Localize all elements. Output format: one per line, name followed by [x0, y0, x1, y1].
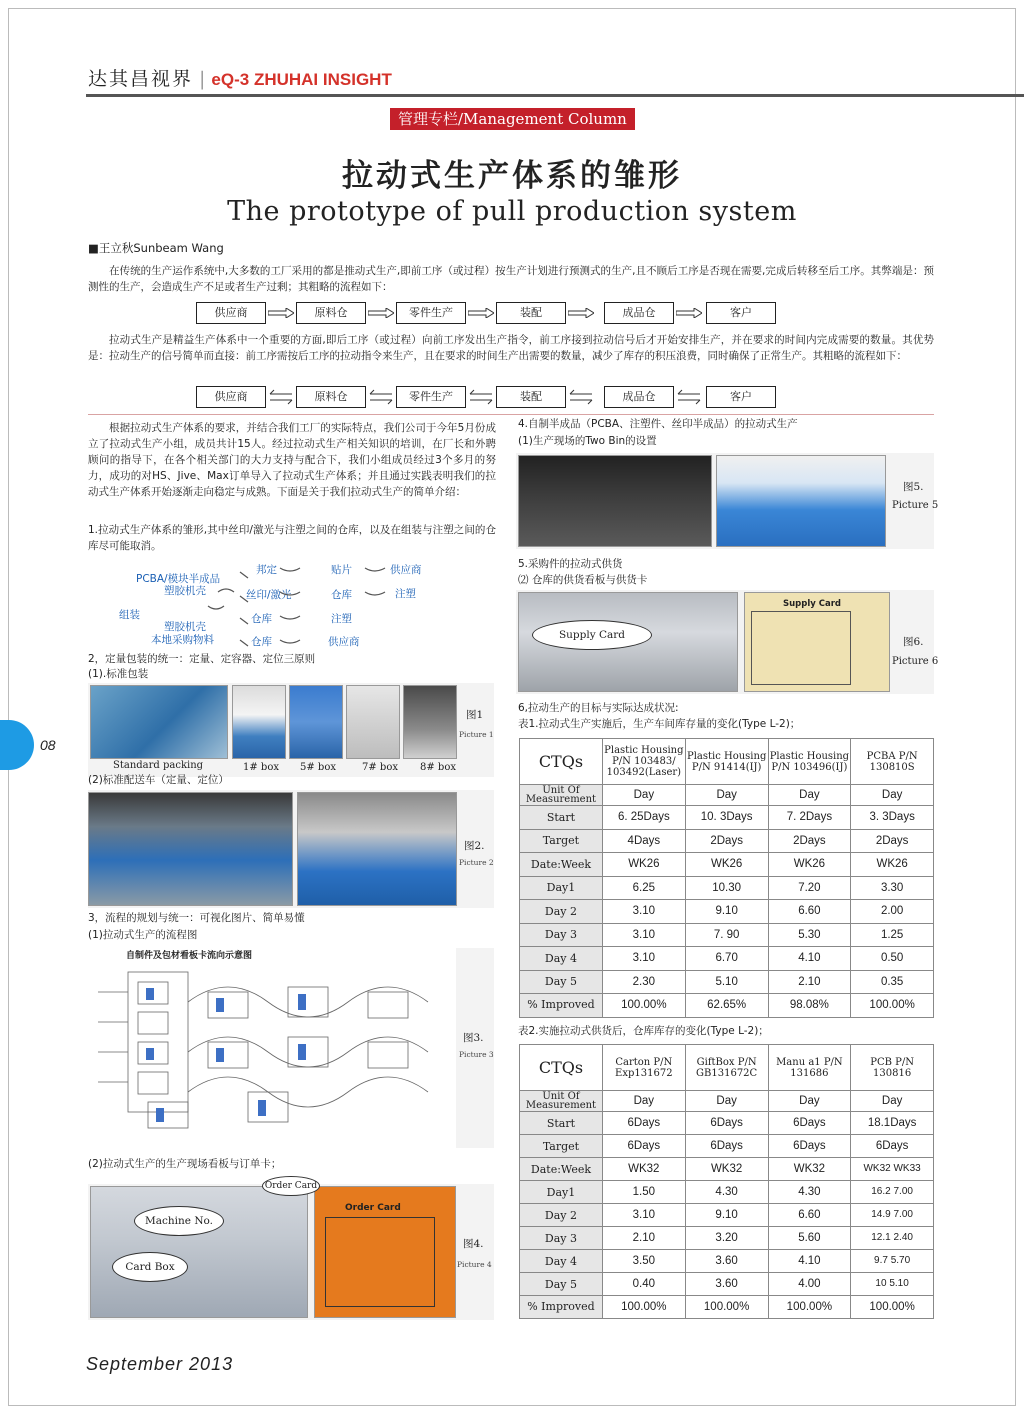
table-2-title: 表2.实施拉动式供货后，仓库库存的变化(Type L-2)； [518, 1025, 769, 1037]
section-2-2-heading: (2)标准配送车（定量、定位） [88, 774, 229, 786]
table-cell: 2Days [851, 829, 934, 853]
page-number: 08 [40, 737, 56, 753]
arrow-right-icon [268, 308, 294, 318]
article-title-cn: 拉动式生产体系的雏形 [342, 158, 682, 194]
table-cell: 100.00% [851, 994, 934, 1018]
table-row [520, 1273, 934, 1296]
row-label: Target [520, 829, 603, 853]
table-row [520, 994, 934, 1018]
table-row [520, 1181, 934, 1204]
table-column-header: Manu a1 P/N 131686 [768, 1045, 851, 1091]
table-cell: WK32 [685, 1158, 768, 1181]
intro-paragraph-2: 拉动式生产是精益生产体系中一个重要的方面,即后工序（或过程）向前工序发出生产指令，前工序接到拉动信号后才开始安排生产，并在要求的时间内完成需要的数量。其优势是：拉动生产的信号简单而直接：前工序需按后工序的拉动指令来生产，且在要求的时间生产出需要的数量，减少了库存的积压浪费，同时确保了正常生产。其粗略的流程如下： [88, 334, 934, 362]
picture-6-caption-en: Picture 6 [892, 656, 939, 667]
table-cell: WK26 [768, 853, 851, 877]
picture-2-caption: 图2. [464, 840, 485, 852]
arrow-right-icon [468, 308, 494, 318]
column-tag: 管理专栏/Management Column [390, 108, 635, 130]
flow-box-customer: 客户 [706, 302, 776, 324]
table-cell: 100.00% [685, 1296, 768, 1319]
picture-3-title: 自制件及包材看板卡流向示意图 [126, 951, 253, 961]
magazine-name-cn: 达其昌视界 [88, 68, 194, 90]
table-row [520, 947, 934, 971]
picture-1-label: 1# box [243, 762, 279, 773]
table-row [520, 1250, 934, 1273]
table-cell: Day [685, 785, 768, 806]
picture-1-label: 7# box [362, 762, 398, 773]
push-flow [196, 302, 756, 324]
table-cell: WK32 [768, 1158, 851, 1181]
table-cell: 3.10 [602, 947, 685, 971]
picture-4-kanban-board [90, 1186, 308, 1318]
table-cell: Day [768, 785, 851, 806]
picture-1-box-5 [289, 685, 343, 759]
table-cell: 100.00% [602, 1296, 685, 1319]
row-label: Start [520, 806, 603, 830]
masthead [88, 64, 392, 91]
bubble-machine-no: Machine No. [134, 1206, 224, 1236]
row-label: Day 3 [520, 923, 603, 947]
table-row [520, 970, 934, 994]
table-row [520, 900, 934, 924]
table-row [520, 1296, 934, 1319]
row-label: Unit Of Measurement [520, 1091, 603, 1112]
table-cell: 62.65% [685, 994, 768, 1018]
table-header-ctq: CTQs [520, 1045, 603, 1091]
section-3-1-heading: (1)拉动式生产的流程图 [88, 929, 198, 941]
table-cell: 6Days [602, 1112, 685, 1135]
table-cell: 3.10 [602, 900, 685, 924]
picture-5-two-bin-blue [716, 455, 886, 547]
table-cell: 4.30 [768, 1181, 851, 1204]
row-label: Date:Week [520, 1158, 603, 1181]
intro-paragraph-1: 在传统的生产运作系统中,大多数的工厂采用的都是推动式生产,即前工序（或过程）按生产计划进行预测式的生产,且不顾后工序是否现在需要,完成后转移至后工序。其弊端是：预测性的生产，会造成生产不足或者生产过剩；其粗略的流程如下： [88, 265, 934, 293]
table-column-header: Plastic Housing P/N 103496(IJ) [768, 739, 851, 785]
bidirectional-arrow-icon [468, 388, 494, 406]
table-cell: 6Days [685, 1135, 768, 1158]
picture-2-delivery-cart [297, 792, 457, 906]
picture-1-box-7 [346, 685, 400, 759]
diagram-label: 贴片 [331, 564, 352, 576]
table-cell: WK26 [602, 853, 685, 877]
flow-box-customer: 客户 [706, 386, 776, 408]
section-4-heading: 4.自制半成品（PCBA、注塑件、丝印半成品）的拉动式生产 [518, 418, 798, 430]
row-label: Day 5 [520, 970, 603, 994]
table-cell: 3.50 [602, 1250, 685, 1273]
table-cell: 6.70 [685, 947, 768, 971]
picture-5-caption: 图5. [903, 481, 924, 493]
section-2-1-heading: (1).标准包装 [88, 668, 149, 680]
table-1-title: 表1.拉动式生产实施后，生产车间库存量的变化(Type L-2)； [518, 718, 801, 730]
table-cell: 6Days [851, 1135, 934, 1158]
header-rule [86, 94, 1024, 97]
table-cell: WK32 WK33 [851, 1158, 934, 1181]
section-5-heading: 5.采购件的拉动式供货 [518, 558, 623, 570]
table-cell: 9.10 [685, 1204, 768, 1227]
diagram-label: 供应商 [328, 636, 360, 648]
table-cell: 10.30 [685, 876, 768, 900]
magazine-name-en: eQ-3 ZHUHAI INSIGHT [211, 70, 392, 89]
table-cell: 4.00 [768, 1273, 851, 1296]
table-cell: 3.60 [685, 1250, 768, 1273]
picture-2-delivery-cart-line [88, 792, 293, 906]
table-cell: 3.10 [602, 923, 685, 947]
diagram-label: 丝印/激光 [246, 589, 292, 601]
table-row [520, 829, 934, 853]
table-cell: 4.10 [768, 1250, 851, 1273]
table-cell: 5.10 [685, 970, 768, 994]
row-label: Day 4 [520, 947, 603, 971]
table-cell: 3.20 [685, 1227, 768, 1250]
arrow-right-icon [676, 308, 702, 318]
flow-box-assembly: 装配 [496, 386, 566, 408]
table-cell: 7.20 [768, 876, 851, 900]
diagram-arrows [180, 560, 420, 650]
table-column-header: Plastic Housing P/N 91414(IJ) [685, 739, 768, 785]
left-paragraph-1: 根据拉动式生产体系的要求，并结合我们工厂的实际特点，我们公司于今年5月份成立了拉动式生产小组，成员共计15人。经过拉动式生产相关知识的培训，在厂长和外聘顾问的指导下，在各个相关部门的大力支持与配合下，我们小组成员经过3个多月的努力，成功的对HS、Jive、Max订单导入了拉动式生产体系；并且通过实践表明我们的拉动式生产体系开始逐渐走向稳定与成熟。下面是关于我们拉动式生产的简单介绍： [88, 422, 496, 498]
supply-card-title: Supply Card [783, 599, 842, 609]
diagram-label: 注塑 [395, 588, 416, 600]
picture-5-two-bin-black [518, 455, 712, 547]
table-column-header: PCB P/N 130816 [851, 1045, 934, 1091]
table-column-header: GiftBox P/N GB131672C [685, 1045, 768, 1091]
bidirectional-arrow-icon [568, 388, 594, 406]
table-cell: Day [685, 1091, 768, 1112]
table-cell: 16.2 7.00 [851, 1181, 934, 1204]
section-5-1-heading: ⑵ 仓库的供货看板与供货卡 [518, 574, 648, 586]
table-cell: 2.10 [768, 970, 851, 994]
picture-3-caption-en: Picture 3 [459, 1050, 494, 1059]
diagram-label: 注塑 [331, 613, 352, 625]
table-header-ctq: CTQs [520, 739, 603, 785]
table-row [520, 1158, 934, 1181]
diagram-label: 仓库 [251, 636, 272, 648]
flow-box-finished-goods: 成品仓 [604, 386, 674, 408]
table-cell: 2Days [768, 829, 851, 853]
row-label: Target [520, 1135, 603, 1158]
footer-date: September 2013 [86, 1354, 234, 1374]
section-3-2-heading: (2)拉动式生产的生产现场看板与订单卡； [88, 1158, 282, 1170]
table-cell: 98.08% [768, 994, 851, 1018]
picture-1-caption-en: Picture 1 [459, 730, 494, 739]
section-3-heading: 3，流程的规划与统一：可视化图片、简单易懂 [88, 912, 305, 924]
row-label: Day1 [520, 1181, 603, 1204]
bubble-order-card: Order Card [262, 1176, 320, 1196]
row-label: Day 2 [520, 1204, 603, 1227]
article-title-en: The prototype of pull production system [227, 196, 797, 227]
diagram-label: 供应商 [390, 564, 422, 576]
table-2-warehouse [519, 1044, 934, 1319]
table-cell: 1.50 [602, 1181, 685, 1204]
table-cell: 100.00% [851, 1296, 934, 1319]
table-1-inventory [519, 738, 934, 1018]
table-cell: 5.60 [768, 1227, 851, 1250]
picture-3-caption: 图3. [463, 1032, 484, 1044]
table-row [520, 785, 934, 806]
picture-3-caption-panel [456, 948, 494, 1148]
diagram-label: 邦定 [256, 564, 277, 576]
author-line: ■王立秋Sunbeam Wang [88, 241, 224, 255]
diagram-label: 塑胶机壳 [164, 585, 206, 597]
table-cell: Day [602, 1091, 685, 1112]
table-cell: 0.50 [851, 947, 934, 971]
diagram-label: 仓库 [251, 613, 272, 625]
table-column-header: Carton P/N Exp131672 [602, 1045, 685, 1091]
table-cell: 6.60 [768, 900, 851, 924]
table-cell: 6Days [768, 1135, 851, 1158]
arrow-right-icon [368, 308, 394, 318]
table-row [520, 1204, 934, 1227]
table-row [520, 1135, 934, 1158]
picture-1-label: 5# box [300, 762, 336, 773]
masthead-separator: | [199, 68, 206, 90]
table-cell: 6Days [685, 1112, 768, 1135]
flow-box-supplier: 供应商 [196, 302, 266, 324]
table-cell: 6.60 [768, 1204, 851, 1227]
picture-4-caption: 图4. [463, 1238, 484, 1250]
row-label: Day 4 [520, 1250, 603, 1273]
section-6-heading: 6,拉动生产的目标与实际达成状况: [518, 702, 679, 714]
picture-2-caption-en: Picture 2 [459, 858, 494, 867]
table-row [520, 876, 934, 900]
row-label: Unit Of Measurement [520, 785, 603, 806]
picture-1-label: 8# box [420, 762, 456, 773]
table-cell: 6Days [768, 1112, 851, 1135]
bidirectional-arrow-icon [676, 388, 702, 406]
flow-box-raw-material: 原料仓 [296, 386, 366, 408]
picture-3-flowchart [88, 946, 454, 1150]
table-cell: 3.30 [851, 876, 934, 900]
row-label: % Improved [520, 994, 603, 1018]
picture-4-caption-en: Picture 4 [457, 1260, 492, 1269]
table-cell: WK32 [602, 1158, 685, 1181]
row-label: Day 3 [520, 1227, 603, 1250]
table-cell: WK26 [851, 853, 934, 877]
table-cell: 2.10 [602, 1227, 685, 1250]
picture-6-caption: 图6. [903, 636, 924, 648]
table-cell: 2.00 [851, 900, 934, 924]
left-paragraph-2: 1.拉动式生产体系的雏形,其中丝印/激光与注塑之间的仓库，以及在组装与注塑之间的仓库尽可能取消。 [88, 524, 496, 552]
pull-flow [196, 386, 756, 408]
table-row [520, 1091, 934, 1112]
picture-4-order-card [314, 1186, 456, 1318]
table-cell: Day [602, 785, 685, 806]
picture-1-label: Standard packing [113, 760, 204, 771]
bubble-supply-card: Supply Card [532, 620, 652, 650]
flow-box-parts: 零件生产 [396, 302, 466, 324]
section-2-heading: 2，定量包装的统一：定量、定容器、定位三原则 [88, 653, 316, 665]
row-label: Start [520, 1112, 603, 1135]
table-row [520, 806, 934, 830]
diagram-label: 塑胶机壳 [164, 621, 206, 633]
table-row [520, 853, 934, 877]
table-cell: 6.25 [602, 876, 685, 900]
table-row [520, 1227, 934, 1250]
table-cell: 3.60 [685, 1273, 768, 1296]
diagram-label: PCBA/模块半成品 [136, 573, 221, 585]
row-label: Day1 [520, 876, 603, 900]
table-cell: 3. 3Days [851, 806, 934, 830]
section-4-1-heading: (1)生产现场的Two Bin的设置 [518, 435, 657, 447]
table-cell: 3.10 [602, 1204, 685, 1227]
picture-1-box-1 [232, 685, 286, 759]
diagram-label: 仓库 [331, 589, 352, 601]
table-row [520, 923, 934, 947]
table-cell: 100.00% [602, 994, 685, 1018]
table-cell: 1.25 [851, 923, 934, 947]
row-label: Day 2 [520, 900, 603, 924]
picture-6-supply-card [744, 592, 890, 692]
supply-card-grid [751, 611, 851, 685]
table-cell: 7. 2Days [768, 806, 851, 830]
row-label: Day 5 [520, 1273, 603, 1296]
table-cell: 4Days [602, 829, 685, 853]
table-cell: 10 5.10 [851, 1273, 934, 1296]
row-label: % Improved [520, 1296, 603, 1319]
table-cell: 14.9 7.00 [851, 1204, 934, 1227]
table-cell: WK26 [685, 853, 768, 877]
table-cell: 10. 3Days [685, 806, 768, 830]
table-cell: 7. 90 [685, 923, 768, 947]
table-cell: 4.10 [768, 947, 851, 971]
order-card-title: Order Card [345, 1203, 401, 1213]
table-cell: Day [851, 1091, 934, 1112]
picture-1-box-8 [403, 685, 457, 759]
table-cell: Day [768, 1091, 851, 1112]
table-column-header: PCBA P/N 130810S [851, 739, 934, 785]
table-cell: 18.1Days [851, 1112, 934, 1135]
picture-1-standard-packing [90, 685, 228, 759]
flow-box-parts: 零件生产 [396, 386, 466, 408]
table-cell: 4.30 [685, 1181, 768, 1204]
arrow-right-icon [568, 308, 594, 318]
table-cell: Day [851, 785, 934, 806]
table-cell: 100.00% [768, 1296, 851, 1319]
table-cell: 5.30 [768, 923, 851, 947]
flow-box-assembly: 装配 [496, 302, 566, 324]
table-cell: 0.35 [851, 970, 934, 994]
diagram-label: 组装 [119, 609, 140, 621]
flow-box-finished-goods: 成品仓 [604, 302, 674, 324]
kanban-flow-diagram [88, 962, 454, 1148]
table-cell: 9.10 [685, 900, 768, 924]
bidirectional-arrow-icon [368, 388, 394, 406]
flow-box-raw-material: 原料仓 [296, 302, 366, 324]
table-cell: 12.1 2.40 [851, 1227, 934, 1250]
picture-5-caption-en: Picture 5 [892, 500, 939, 511]
table-cell: 9.7 5.70 [851, 1250, 934, 1273]
flow-box-supplier: 供应商 [196, 386, 266, 408]
row-label: Date:Week [520, 853, 603, 877]
picture-1-caption: 图1 [466, 709, 484, 721]
bidirectional-arrow-icon [268, 388, 294, 406]
bubble-card-box: Card Box [112, 1252, 188, 1282]
table-row [520, 1112, 934, 1135]
diagram-label: 本地采购物料 [151, 634, 214, 646]
table-cell: 2.30 [602, 970, 685, 994]
table-cell: 2Days [685, 829, 768, 853]
table-cell: 0.40 [602, 1273, 685, 1296]
order-card-grid [325, 1217, 435, 1307]
table-cell: 6. 25Days [602, 806, 685, 830]
table-cell: 6Days [602, 1135, 685, 1158]
section-divider [88, 414, 934, 415]
table-column-header: Plastic Housing P/N 103483/ 103492(Laser) [602, 739, 685, 785]
